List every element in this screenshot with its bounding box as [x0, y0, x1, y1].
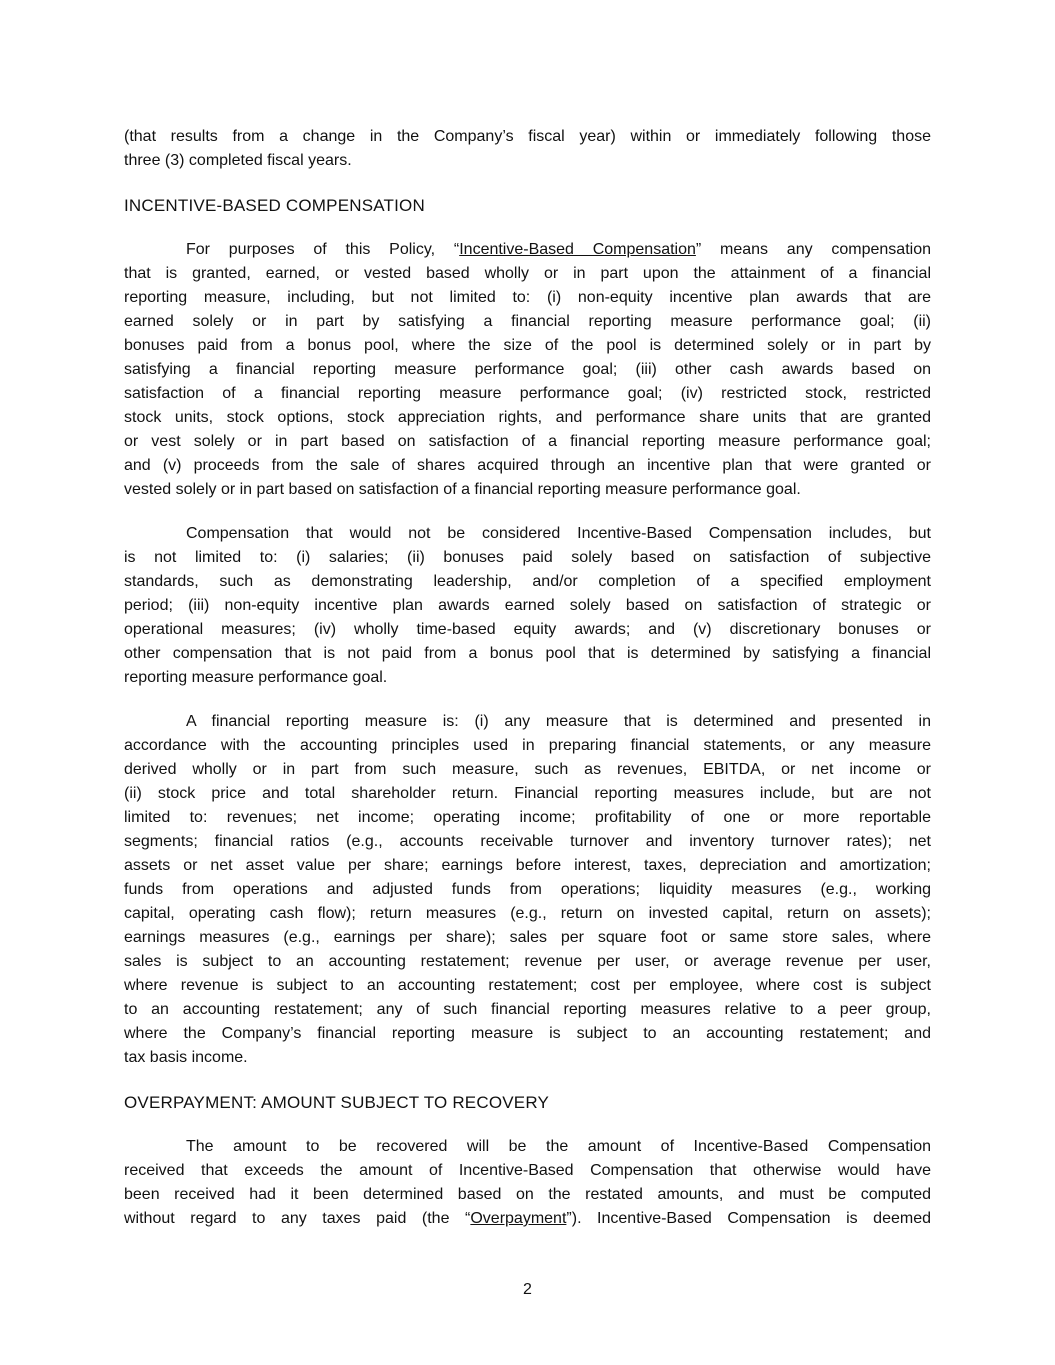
paragraph-lines: [124, 1135, 931, 1207]
text-line: earnings measures (e.g., earnings per share); sales per square foot or same store sales, where: [124, 929, 931, 946]
text-line: segments; financial ratios (e.g., accounts receivable turnover and inventory turnover rates); net: [124, 833, 931, 850]
text-line: satisfaction of a financial reporting measure performance goal; (iv) restricted stock, restricted: [124, 385, 931, 402]
text-line: assets or net asset value per share; earnings before interest, taxes, depreciation and amortization;: [124, 857, 931, 874]
text-line: satisfying a financial reporting measure performance goal; (iii) other cash awards based on: [124, 361, 931, 378]
text-line: been received had it been determined based on the restated amounts, and must be computed: [124, 1186, 931, 1203]
text-line: bonuses paid from a bonus pool, where the size of the pool is determined solely or in part by: [124, 337, 931, 354]
text-line: other compensation that is not paid from a bonus pool that is determined by satisfying a financial: [124, 645, 931, 662]
text-line: and (v) proceeds from the sale of shares acquired through an incentive plan that were granted or: [124, 457, 931, 474]
text-line: derived wholly or in part from such measure, such as revenues, EBITDA, or net income or: [124, 761, 931, 778]
text-line: reporting measure, including, but not limited to: (i) non-equity incentive plan awards that are: [124, 289, 931, 306]
text-line: period; (iii) non-equity incentive plan awards earned solely based on satisfaction of strategic or: [124, 597, 931, 614]
section-heading-overpayment: OVERPAYMENT: AMOUNT SUBJECT TO RECOVERY: [124, 1093, 550, 1112]
text-line: where revenue is subject to an accounting restatement; cost per employee, where cost is subject: [124, 977, 931, 994]
paragraph-exclusions: [124, 522, 931, 690]
paragraph-overpayment: [124, 1135, 931, 1231]
text: ” means any compensation: [695, 241, 931, 258]
text-line: funds from operations and adjusted funds from operations; liquidity measures (e.g., working: [124, 881, 931, 898]
defined-term: Overpayment: [470, 1210, 567, 1227]
text-line: earned solely or in part by satisfying a financial reporting measure performance goal; (ii): [124, 313, 931, 330]
text-line: to an accounting restatement; any of such financial reporting measures relative to a peer group,: [124, 1001, 931, 1018]
text-line: reporting measure performance goal.: [124, 669, 388, 686]
paragraph-financial-measure: [124, 710, 931, 1070]
text-line: received that exceeds the amount of Incentive-Based Compensation that otherwise would have: [124, 1162, 931, 1179]
text-line: vested solely or in part based on satisfaction of a financial reporting measure performance goal.: [124, 481, 801, 498]
paragraph-definition: [124, 238, 931, 502]
text-line: A financial reporting measure is: (i) any measure that is determined and presented in: [186, 713, 931, 730]
text-line: (ii) stock price and total shareholder return. Financial reporting measures include, but are not: [124, 785, 931, 802]
section-heading-incentive: INCENTIVE-BASED COMPENSATION: [124, 196, 425, 215]
text-line: Compensation that would not be considered Incentive-Based Compensation includes, but: [186, 525, 931, 542]
text-line: limited to: revenues; net income; operating income; profitability of one or more reportable: [124, 809, 931, 826]
paragraph-lines: [124, 262, 931, 502]
text-line: The amount to be recovered will be the amount of Incentive-Based Compensation: [186, 1138, 931, 1155]
page-number: 2: [523, 1281, 532, 1298]
text-line: sales is subject to an accounting restatement; revenue per user, or average revenue per user,: [124, 953, 931, 970]
text-line: [124, 238, 931, 262]
document-page: [124, 125, 931, 1251]
text-line: operational measures; (iv) wholly time-based equity awards; and (v) discretionary bonuses or: [124, 621, 931, 638]
text: ”). Incentive-Based Compensation is deemed: [566, 1210, 932, 1227]
text-line: standards, such as demonstrating leadership, and/or completion of a specified employment: [124, 573, 931, 590]
text-line: three (3) completed fiscal years.: [124, 152, 352, 169]
text-line: (that results from a change in the Company’s fiscal year) within or immediately following those: [124, 128, 931, 145]
text-line: stock units, stock options, stock appreciation rights, and performance share units that are granted: [124, 409, 931, 426]
text-line: that is granted, earned, or vested based wholly or in part upon the attainment of a financial: [124, 265, 931, 282]
text-line: accordance with the accounting principles used in preparing financial statements, or any measure: [124, 737, 931, 754]
text-line: [124, 1207, 931, 1231]
text: without regard to any taxes paid (the “: [124, 1210, 471, 1227]
defined-term: Incentive-Based Compensation: [459, 241, 696, 258]
text-line: capital, operating cash flow); return measures (e.g., return on invested capital, return on assets);: [124, 905, 931, 922]
text-line: is not limited to: (i) salaries; (ii) bonuses paid solely based on satisfaction of subjective: [124, 549, 931, 566]
intro-paragraph: [124, 125, 931, 173]
text-line: or vest solely or in part based on satisfaction of a financial reporting measure performance goal;: [124, 433, 931, 450]
text-line: tax basis income.: [124, 1049, 248, 1066]
text-line: where the Company’s financial reporting measure is subject to an accounting restatement; and: [124, 1025, 931, 1042]
text: For purposes of this Policy, “: [186, 241, 460, 258]
